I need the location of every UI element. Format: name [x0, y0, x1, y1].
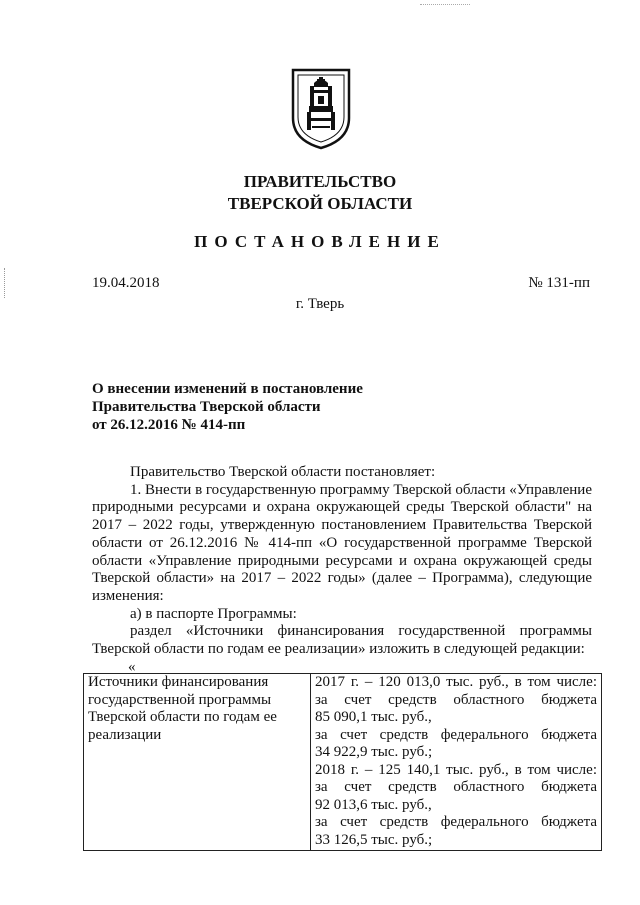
- table-value-line: за счет средств федерального бюджета: [315, 726, 597, 743]
- tver-coat-of-arms-icon: [290, 66, 352, 150]
- table-value-line: за счет средств федерального бюджета: [315, 814, 597, 830]
- subject-line: от 26.12.2016 № 414-пп: [92, 417, 246, 433]
- table-value-line: за счет средств областного бюджета: [315, 691, 597, 708]
- organization-region: ТВЕРСКОЙ ОБЛАСТИ: [227, 194, 413, 213]
- table-value-line: 92 013,6 тыс. руб.,: [315, 796, 432, 813]
- table-value-line: 2017 г. – 120 013,0 тыс. руб., в том числе:: [315, 674, 597, 690]
- scan-artifact: [420, 4, 470, 6]
- document-city: г. Тверь: [295, 296, 345, 312]
- table-value-line: 85 090,1 тыс. руб.,: [315, 709, 432, 725]
- document-date: 19.04.2018: [92, 275, 160, 291]
- document-type: ПОСТАНОВЛЕНИЕ: [194, 232, 446, 251]
- body-paragraph: Правительство Тверской области постановляет:: [130, 464, 436, 480]
- table-value-line: 34 922,9 тыс. руб.;: [315, 744, 433, 760]
- scan-artifact: [4, 268, 6, 298]
- body-paragraph: раздел «Источники финансирования государственной программы Тверской области по годам ее реализации» изложить в следующей редакции:: [92, 623, 592, 658]
- organization-name: ПРАВИТЕЛЬСТВО: [243, 172, 397, 191]
- table-cell-label: Источники финансирования государственной программы Тверской области по годам ее реализации: [84, 674, 311, 851]
- table-value-line: 2018 г. – 125 140,1 тыс. руб., в том числе:: [315, 761, 597, 778]
- body-paragraph: 1. Внести в государственную программу Тверской области «Управление природными ресурсами и охрана окружающей среды Тверской области" на 2017 – 2022 годы, утвержденную постановлением Правительства Тверской области от 26.12.2016 № 414-пп «О государственной программе Тверской области «Управление природными ресурсами и охрана окружающей среды Тверской области» на 2017 – 2022 годы» (далее – Программа), следующие изменения:: [92, 481, 592, 604]
- subject-line: О внесении изменений в постановление: [92, 381, 363, 397]
- table-cell-values: [311, 674, 602, 851]
- document-body: [92, 464, 592, 659]
- document-number: № 131-пп: [528, 275, 590, 291]
- document-subject: [92, 380, 363, 434]
- table-value-line: за счет средств областного бюджета: [315, 779, 597, 795]
- body-paragraph: а) в паспорте Программы:: [130, 605, 297, 622]
- table-value-line: 33 126,5 тыс. руб.;: [315, 831, 433, 848]
- subject-line: Правительства Тверской области: [92, 399, 321, 415]
- financing-table: [83, 673, 602, 851]
- table-row: [84, 674, 602, 851]
- opening-quote: «: [128, 659, 136, 675]
